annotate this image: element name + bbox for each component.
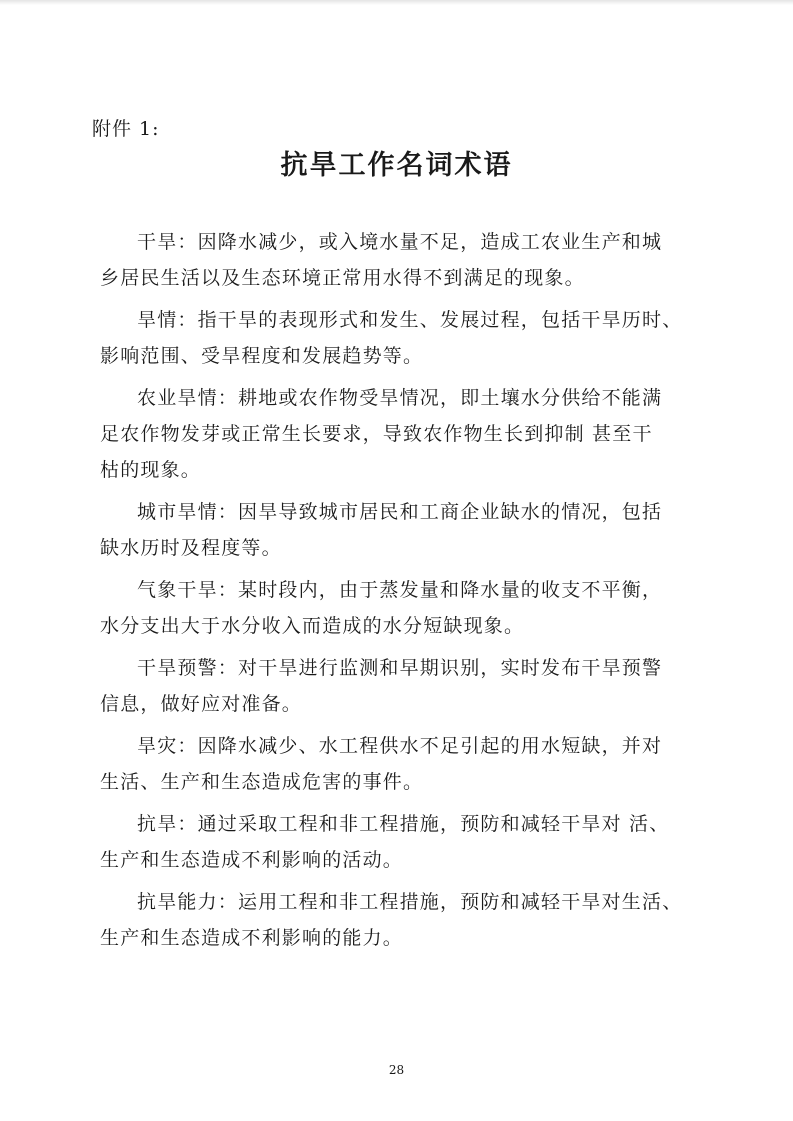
page-title: 抗旱工作名词术语: [280, 150, 513, 181]
paragraph-line: 旱情：指干旱的表现形式和发生、发展过程，包括干旱历时、: [137, 309, 683, 331]
scan-top-edge: [0, 0, 793, 5]
paragraph-line: 生活、生产和生态造成危害的事件。: [100, 771, 424, 793]
attachment-label: 附件 1:: [92, 118, 160, 140]
paragraph-line: 农业旱情：耕地或农作物受旱情况，即土壤水分供给不能满: [137, 387, 663, 409]
paragraph-line: 乡居民生活以及生态环境正常用水得不到满足的现象。: [100, 267, 585, 289]
paragraph-line: 影响范围、受旱程度和发展趋势等。: [100, 345, 424, 367]
definition-paragraph: [100, 380, 700, 488]
definition-paragraph: [100, 572, 700, 644]
paragraph-line: 干旱：因降水减少，或入境水量不足，造成工农业生产和城: [137, 231, 663, 253]
paragraph-line: 枯的现象。: [100, 459, 202, 481]
paragraph-line: 城市旱情：因旱导致城市居民和工商企业缺水的情况，包括: [137, 501, 663, 523]
term-definitions: [100, 224, 700, 962]
paragraph-line: 干旱预警：对干旱进行监测和早期识别，实时发布干旱预警: [137, 657, 663, 679]
paragraph-line: 缺水历时及程度等。: [100, 537, 282, 559]
paragraph-line: 抗旱：通过采取工程和非工程措施，预防和减轻干旱对 活、: [137, 813, 670, 835]
paragraph-line: 足农作物发芽或正常生长要求，导致农作物生长到抑制 甚至干: [100, 423, 653, 445]
definition-paragraph: [100, 884, 700, 956]
definition-paragraph: [100, 728, 700, 800]
definition-paragraph: [100, 302, 700, 374]
paragraph-line: 气象干旱：某时段内，由于蒸发量和降水量的收支不平衡，: [137, 579, 663, 601]
page-number: 28: [388, 1063, 405, 1077]
definition-paragraph: [100, 806, 700, 878]
definition-paragraph: [100, 650, 700, 722]
paragraph-line: 信息，做好应对准备。: [100, 693, 303, 715]
paragraph-line: 生产和生态造成不利影响的能力。: [100, 927, 404, 949]
paragraph-line: 水分支出大于水分收入而造成的水分短缺现象。: [100, 615, 525, 637]
paragraph-line: 旱灾：因降水减少、水工程供水不足引起的用水短缺，并对: [137, 735, 663, 757]
paragraph-line: 抗旱能力：运用工程和非工程措施，预防和减轻干旱对生活、: [137, 891, 683, 913]
definition-paragraph: [100, 494, 700, 566]
definition-paragraph: [100, 224, 700, 296]
paragraph-line: 生产和生态造成不利影响的活动。: [100, 849, 404, 871]
